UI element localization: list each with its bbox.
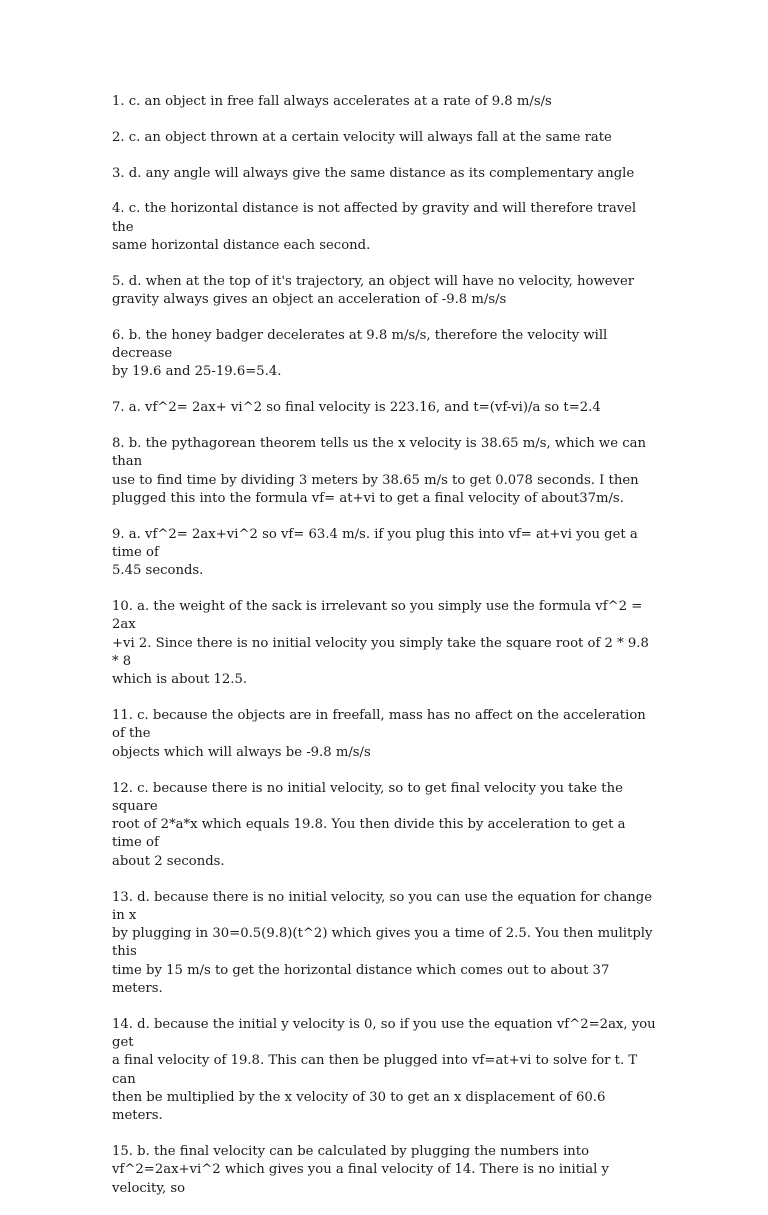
answer-15: 15. b. the final velocity can be calculated by plugging the numbers into vf^2=2ax+vi^2 which gives you a final velocity of 14. There is no initial y velocity, so [112, 1144, 609, 1196]
answer-4: 4. c. the horizontal distance is not affected by gravity and will therefore travel the same horizontal distance each second. [112, 201, 637, 253]
answer-5: 5. d. when at the top of it's trajectory, an object will have no velocity, however gravity always gives an object an acceleration of -9.8 m/s/s [112, 273, 635, 308]
answer-9: 9. a. vf^2= 2ax+vi^2 so vf= 63.4 m/s. if you plug this into vf= at+vi you get a time of 5.45 seconds. [112, 526, 638, 579]
answer-7: 7. a. vf^2= 2ax+ vi^2 so final velocity is 223.16, and t=(vf-vi)/a so t=2.4 [112, 400, 601, 416]
answer-14: 14. d. because the initial y velocity is 0, so if you use the equation vf^2=2ax, you get a final velocity of 19.8. This can then be plugged into vf=at+vi to solve for t. T can then be multiplied by the x velocity of 30 to get an x displacement of 60.6 meters. [112, 1016, 656, 1124]
answer-3: 3. d. any angle will always give the same distance as its complementary angle [112, 165, 635, 181]
answer-6: 6. b. the honey badger decelerates at 9.8 m/s/s, therefore the velocity will decrease by 19.6 and 25-19.6=5.4. [112, 327, 608, 380]
answer-1: 1. c. an object in free fall always accelerates at a rate of 9.8 m/s/s [112, 94, 552, 109]
answer-2: 2. c. an object thrown at a certain velocity will always fall at the same rate [112, 129, 612, 145]
answer-13: 13. d. because there is no initial velocity, so you can use the equation for change in x by plugging in 30=0.5(9.8)(t^2) which gives you a time of 2.5. You then mulitply this time by 15 m/s to get the horizontal distance which comes out to about 37 meters. [112, 889, 653, 996]
answer-10: 10. a. the weight of the sack is irrelevant so you simply use the formula vf^2 = 2ax +vi 2. Since there is no initial velocity you simply take the square root of 2 * 9.8 * 8 which is about 12.5. [112, 599, 649, 688]
answer-11: 11. c. because the objects are in freefall, mass has no affect on the acceleration of the objects which will always be -9.8 m/s/s [112, 708, 646, 760]
answer-12: 12. c. because there is no initial velocity, so to get final velocity you take the square root of 2*a*x which equals 19.8. You then divide this by acceleration to get a time of about 2 seconds. [112, 780, 626, 869]
document-page [112, 93, 657, 1215]
answer-8: 8. b. the pythagorean theorem tells us the x velocity is 38.65 m/s, which we can than use to find time by dividing 3 meters by 38.65 m/s to get 0.078 seconds. I then plugged this into the formula vf= at+vi to get a final velocity of about37m/s. [112, 436, 646, 506]
